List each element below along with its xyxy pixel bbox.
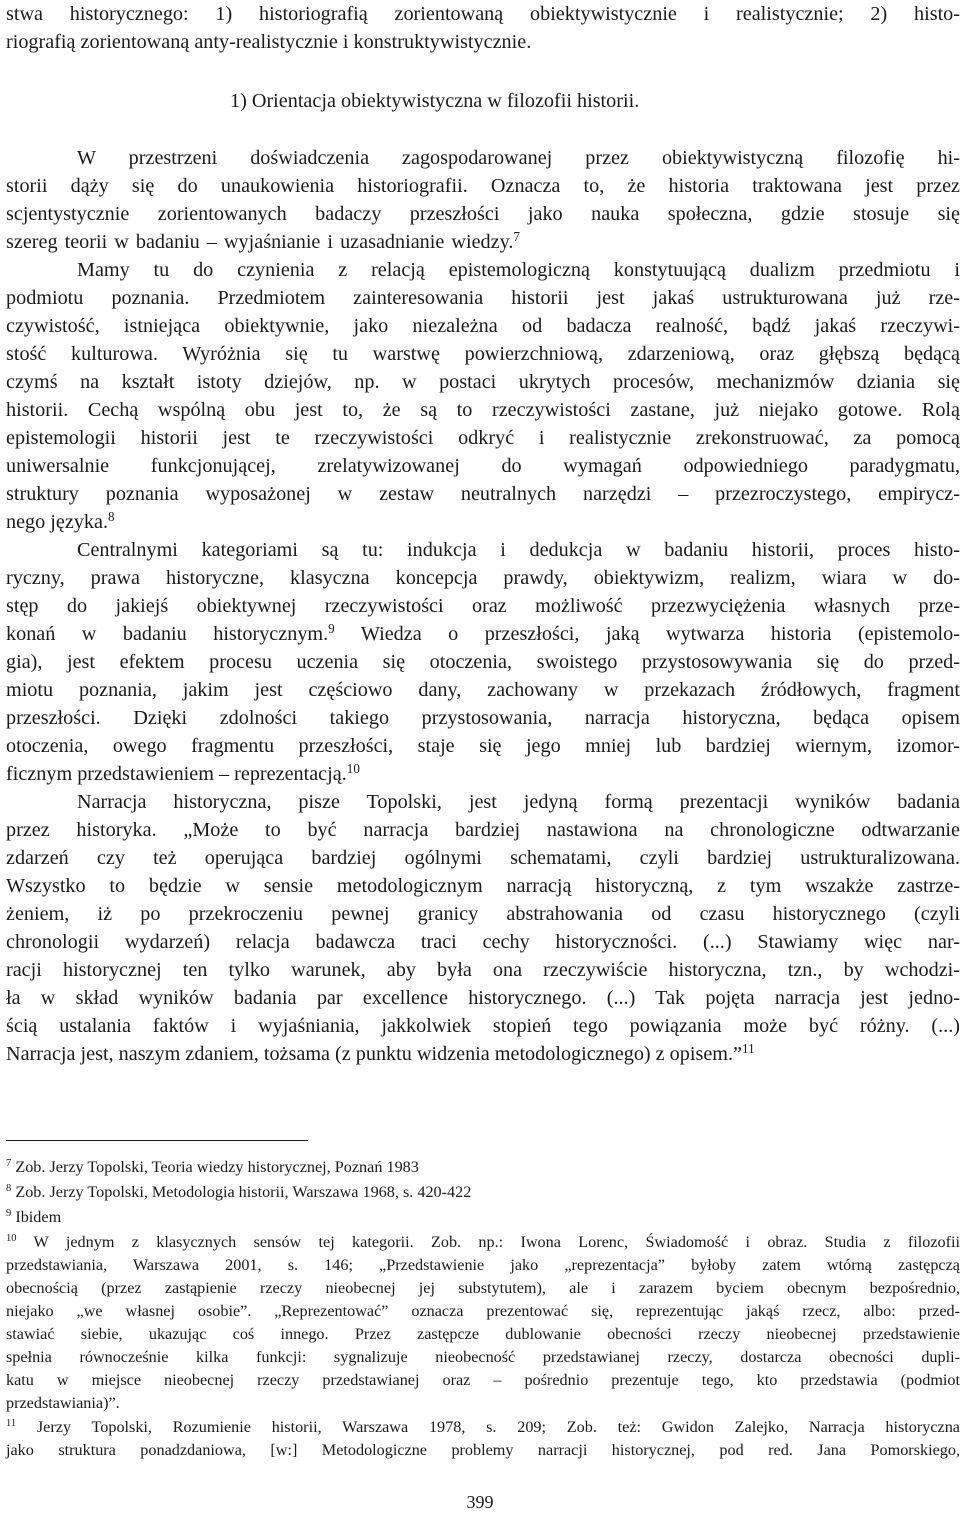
footnote-ref-11: 11 — [742, 1040, 755, 1056]
footnote-10-line-7: katu w miejsce nieobecnej rzeczy przedstawianej oraz – pośrednio prezentuje tego, kto przedstawia (podmiot — [6, 1371, 960, 1389]
footnote-8-text: Zob. Jerzy Topolski, Metodologia historii, Warszawa 1968, s. 420-422 — [11, 1183, 472, 1201]
body-line-14: epistemologii historii jest te rzeczywistości odkryć i realistycznie zrekonstruować, za pomocą — [6, 427, 960, 449]
section-heading: 1) Orientacja obiektywistyczna w filozofii historii. — [230, 90, 640, 112]
body-line-27: Narracja historyczna, pisze Topolski, jest jedyną formą prezentacji wyników badania — [77, 791, 960, 813]
body-line-16: struktury poznania wyposażonej w zestaw neutralnych narzędzi – przezroczystego, empirycz- — [6, 483, 960, 505]
footnote-9-number: 9 — [6, 1208, 12, 1220]
body-line-2: riografią zorientowaną anty-realistycznie i konstruktywistycznie. — [6, 31, 532, 53]
body-line-35: ścią ustalania faktów i wyjaśniania, jakkolwiek stopień tego powiązania może być różny. (...) — [6, 1015, 960, 1037]
footnote-ref-10: 10 — [346, 760, 360, 776]
body-line-17 — [6, 508, 960, 536]
body-line-20: stęp do jakiejś obiektywnej rzeczywistości oraz możliwość przezwyciężenia własnych prze- — [6, 595, 960, 617]
footnote-11-text: Jerzy Topolski, Rozumienie historii, Warszawa 1978, s. 209; Zob. też: Gwidon Zalejko, Narracja historyczna — [16, 1418, 960, 1436]
footnote-10-line-2: przedstawiania, Warszawa 2001, s. 146; „Przedstawienie jako „reprezentacja” byłoby zatem wtórną zastępczą — [6, 1256, 960, 1274]
body-line-36-text: Narracja jest, naszym zdaniem, tożsama (z punktu widzenia metodologicznego) z opisem.” — [6, 1043, 743, 1065]
footnote-11-number: 11 — [6, 1418, 17, 1430]
body-line-26-text: ficznym przedstawieniem – reprezentacją. — [6, 763, 347, 785]
body-line-7-text: szereg teorii w badaniu – wyjaśnianie i uzasadnianie wiedzy. — [6, 231, 514, 253]
body-line-17-text: nego języka. — [6, 511, 109, 533]
footnote-10-line-4: niejako „we własnej osobie”. „Reprezentować” oznacza prezentować się, reprezentując jakąś rzecz, albo: przed- — [6, 1302, 960, 1320]
body-line-34: ła w skład wyników badania par excellence historycznego. (...) Tak pojęta narracja jest jedno- — [6, 987, 960, 1009]
body-line-12: czymś na kształt istoty dziejów, np. w postaci ukrytych procesów, mechanizmów dziania się — [6, 371, 960, 393]
body-line-11: stość kulturowa. Wyróżnia się tu warstwę powierzchniową, zdarzeniową, oraz głębszą będącą — [6, 343, 960, 365]
footnote-10-number: 10 — [6, 1233, 17, 1245]
body-line-7 — [6, 228, 960, 256]
footnote-11-line-2: jako struktura ponadzdaniowa, [w:] Metodologiczne problemy narracji historycznej, pod red. Jana Pomorskiego, — [6, 1441, 960, 1459]
footnote-8 — [6, 1181, 960, 1203]
footnote-10-line-8: przedstawiania)”. — [6, 1394, 120, 1412]
footnote-10-line-3: obecnością (przez zastąpienie rzeczy nieobecnej jej substytutem), ale i zarazem byciem obecnym bezpośrednio, — [6, 1279, 960, 1297]
footnote-ref-8: 8 — [108, 508, 115, 524]
body-line-18: Centralnymi kategoriami są tu: indukcja i dedukcja w badaniu historii, proces histo- — [77, 539, 960, 561]
body-line-21 — [6, 620, 960, 648]
footnote-9 — [6, 1206, 960, 1228]
body-line-21-text-a: konań w badaniu historycznym. — [6, 623, 329, 645]
footnote-8-number: 8 — [6, 1183, 12, 1195]
body-line-13: historii. Cechą wspólną obu jest to, że są to rzeczywistości zastane, już niejako gotowe. Rolą — [6, 399, 960, 421]
footnote-separator — [6, 1140, 308, 1141]
body-line-32: chronologii wydarzeń) relacja badawcza traci cechy historyczności. (...) Stawiamy więc nar- — [6, 931, 960, 953]
page-number: 399 — [466, 1492, 494, 1512]
body-line-9: podmiotu poznania. Przedmiotem zainteresowania historii jest jakaś ustrukturowana już rze- — [6, 287, 960, 309]
body-line-33: racji historycznej ten tylko warunek, aby była ona rzeczywiście historyczna, tzn., by wchodzi- — [6, 959, 960, 981]
body-line-36 — [6, 1040, 960, 1068]
body-line-4: W przestrzeni doświadczenia zagospodarowanej przez obiektywistyczną filozofię hi- — [77, 147, 960, 169]
footnote-ref-7: 7 — [513, 228, 520, 244]
footnote-11 — [6, 1416, 960, 1438]
footnote-10-text: W jednym z klasycznych sensów tej kategorii. Zob. np.: Iwona Lorenc, Świadomość i obraz. Studia z filozofii — [16, 1233, 960, 1251]
body-line-28: przez historyka. „Może to być narracja bardziej nastawiona na chronologiczne odtwarzanie — [6, 819, 960, 841]
body-line-21-text-b: Wiedza o przeszłości, jaką wytwarza historia (epistemolo- — [334, 623, 960, 645]
body-line-24: przeszłości. Dzięki zdolności takiego przystosowania, narracja historyczna, będąca opisem — [6, 707, 960, 729]
footnote-7-number: 7 — [6, 1158, 12, 1170]
footnote-10-line-5: stawiać siebie, ukazując coś innego. Przez zastępcze dublowanie obecności rzeczy nieobecnej przedstawienie — [6, 1325, 960, 1343]
body-line-5: storii dąży się do unaukowienia historiografii. Oznacza to, że historia traktowana jest przez — [6, 175, 960, 197]
body-line-19: ryczny, prawa historyczne, klasyczna koncepcja prawdy, obiektywizm, realizm, wiara w do- — [6, 567, 960, 589]
body-line-29: zdarzeń czy też operująca bardziej ogólnymi schematami, czyli bardziej ustrukturalizowana. — [6, 847, 960, 869]
body-line-10: czywistość, istniejąca obiektywnie, jako niezależna od badacza realność, bądź jakaś rzeczywi- — [6, 315, 960, 337]
body-line-1: stwa historycznego: 1) historiografią zorientowaną obiektywistycznie i realistycznie; 2) histo- — [6, 3, 960, 25]
body-line-15: uniwersalnie funkcjonującej, zrelatywizowanej do wymagań odpowiedniego paradygmatu, — [6, 455, 960, 477]
footnote-9-text: Ibidem — [11, 1208, 62, 1226]
body-line-25: otoczenia, owego fragmentu przeszłości, staje się jego mniej lub bardziej wiernym, izomor- — [6, 735, 960, 757]
footnote-7-text: Zob. Jerzy Topolski, Teoria wiedzy historycznej, Poznań 1983 — [11, 1158, 419, 1176]
body-line-26 — [6, 760, 960, 788]
footnote-10-line-6: spełnia równocześnie kilka funkcji: sygnalizuje nieobecność przedstawianej rzeczy, dostarcza obecności dupli- — [6, 1348, 960, 1366]
body-line-8: Mamy tu do czynienia z relacją epistemologiczną konstytuującą dualizm przedmiotu i — [77, 259, 960, 281]
footnote-10 — [6, 1231, 960, 1253]
body-line-23: miotu poznania, jakim jest częściowo dany, zachowany w przekazach źródłowych, fragment — [6, 679, 960, 701]
footnote-ref-9: 9 — [328, 620, 335, 636]
body-line-22: gia), jest efektem procesu uczenia się otoczenia, swoistego przystosowywania się do przed- — [6, 651, 960, 673]
body-line-6: scjentystycznie zorientowanych badaczy przeszłości jako nauka społeczna, gdzie stosuje się — [6, 203, 960, 225]
body-line-30: Wszystko to będzie w sensie metodologicznym narracją historyczną, z tym wszakże zastrze- — [6, 875, 960, 897]
body-line-31: żeniem, iż po przekroczeniu pewnej granicy abstrahowania od czasu historycznego (czyli — [6, 903, 960, 925]
footnote-7 — [6, 1156, 960, 1178]
